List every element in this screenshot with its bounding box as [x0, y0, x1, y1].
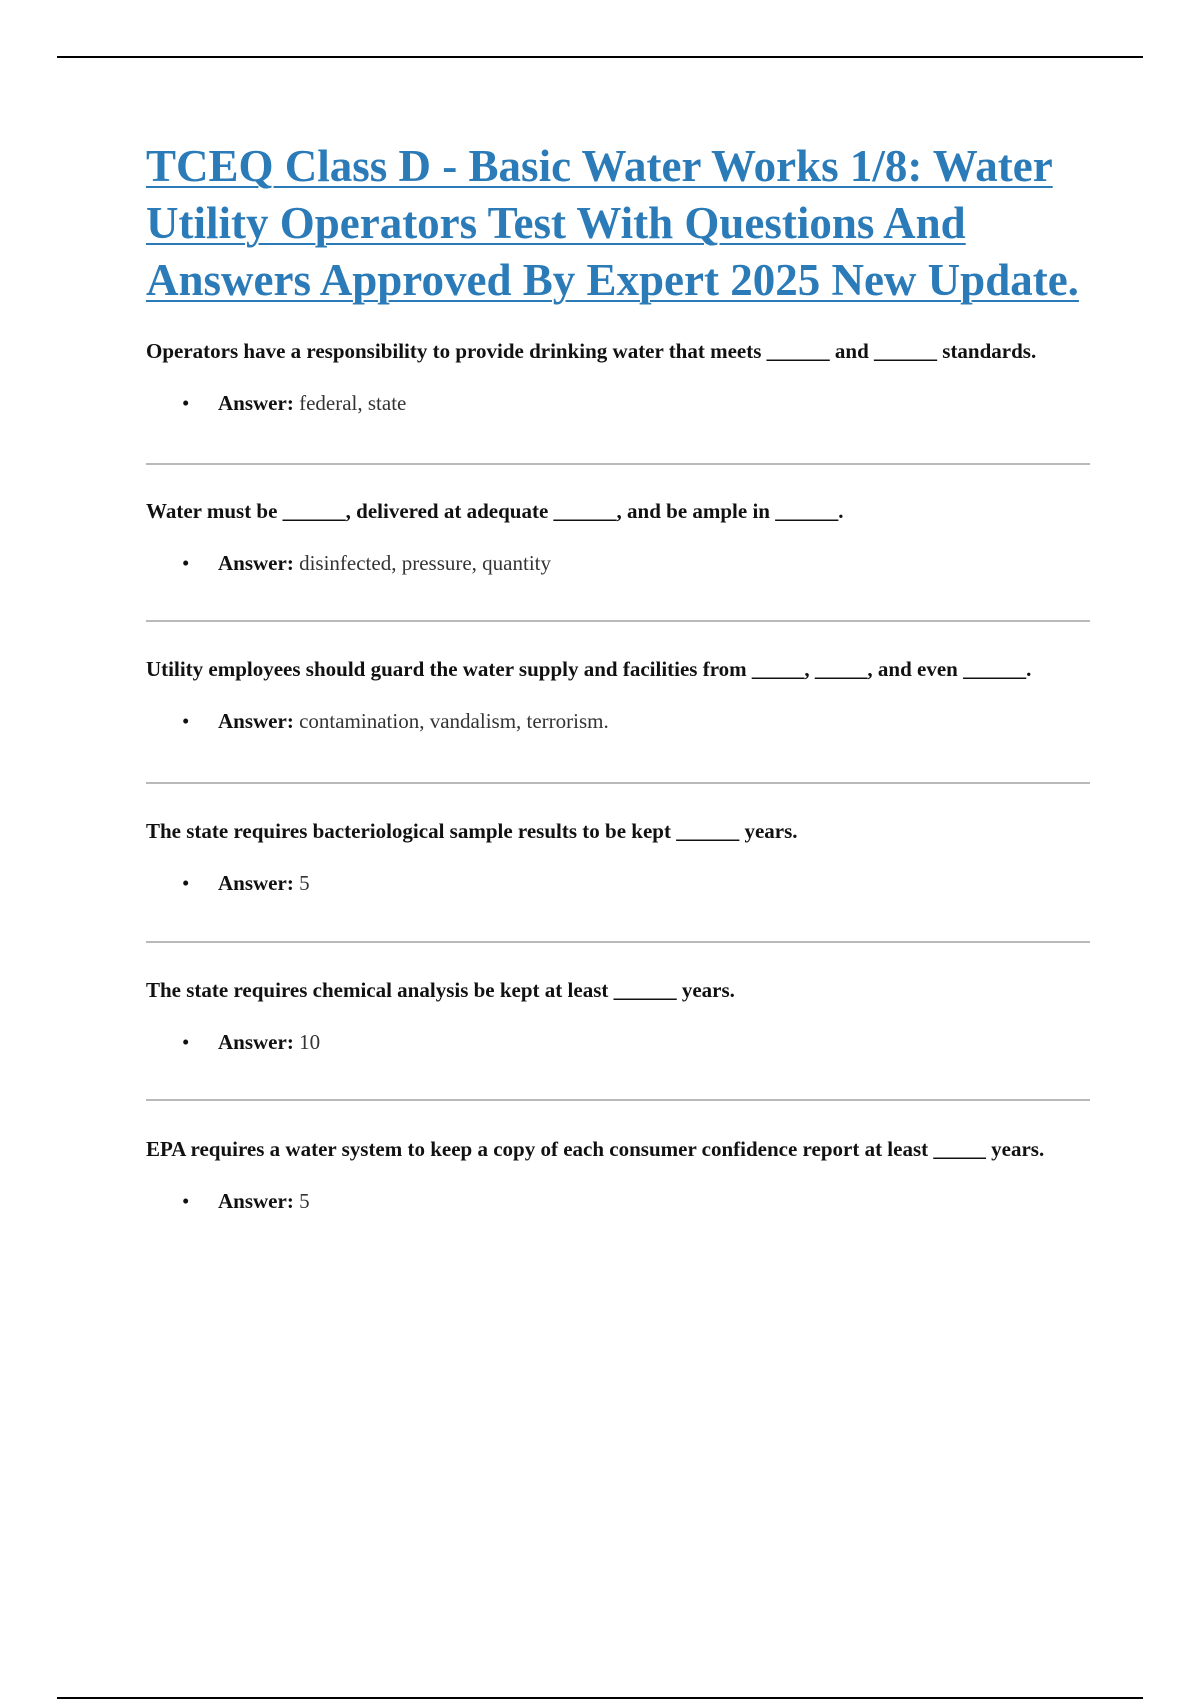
bullet-icon: • [182, 391, 190, 415]
answer-label: Answer: [218, 871, 300, 895]
answer-list [146, 707, 1090, 735]
qa-block [146, 976, 1090, 1056]
qa-block [146, 817, 1090, 897]
answer-label: Answer: [218, 1189, 300, 1213]
answer-text: disinfected, pressure, quantity [299, 551, 552, 575]
answer-text: 5 [299, 1189, 310, 1213]
answer-list [146, 389, 1090, 417]
question-text: Utility employees should guard the water supply and facilities from _____, _____, and even ______. [146, 657, 1032, 681]
section-divider [146, 1099, 1090, 1101]
section-divider [146, 782, 1090, 784]
answer-list [146, 869, 1090, 897]
answer-item [182, 549, 1090, 577]
answer-item [182, 869, 1090, 897]
section-divider [146, 941, 1090, 943]
answer-text: contamination, vandalism, terrorism. [299, 709, 609, 733]
bullet-icon: • [182, 709, 190, 733]
question-text: EPA requires a water system to keep a copy of each consumer confidence report at least _____ years. [146, 1137, 1045, 1161]
page-bottom-rule [57, 1697, 1143, 1699]
answer-text: 10 [299, 1030, 321, 1054]
bullet-icon: • [182, 871, 190, 895]
document-title [146, 138, 1090, 309]
document-title-link[interactable]: TCEQ Class D - Basic Water Works 1/8: Water Utility Operators Test With Questions And Answers Approved By Expert 2025 New Update. [146, 141, 1079, 305]
question-text: The state requires bacteriological sample results to be kept ______ years. [146, 819, 798, 843]
answer-item [182, 1028, 1090, 1056]
answer-item [182, 1187, 1090, 1215]
answer-label: Answer: [218, 391, 300, 415]
page-top-rule [57, 56, 1143, 58]
bullet-icon: • [182, 551, 190, 575]
answer-label: Answer: [218, 709, 300, 733]
qa-block [146, 497, 1090, 577]
answer-label: Answer: [218, 551, 300, 575]
question-text: The state requires chemical analysis be kept at least ______ years. [146, 978, 735, 1002]
question-text: Water must be ______, delivered at adequate ______, and be ample in ______. [146, 499, 844, 523]
bullet-icon: • [182, 1030, 190, 1054]
answer-item [182, 707, 1090, 735]
answer-list [146, 1187, 1090, 1215]
bullet-icon: • [182, 1189, 190, 1213]
section-divider [146, 620, 1090, 622]
question-text: Operators have a responsibility to provide drinking water that meets ______ and ______ standards. [146, 339, 1037, 363]
section-divider [146, 463, 1090, 465]
answer-item [182, 389, 1090, 417]
document-body [146, 138, 1090, 1215]
qa-block [146, 1135, 1090, 1215]
answer-list [146, 1028, 1090, 1056]
qa-block [146, 655, 1090, 735]
answer-list [146, 549, 1090, 577]
qa-block [146, 337, 1090, 417]
answer-text: 5 [299, 871, 310, 895]
answer-label: Answer: [218, 1030, 300, 1054]
answer-text: federal, state [299, 391, 407, 415]
